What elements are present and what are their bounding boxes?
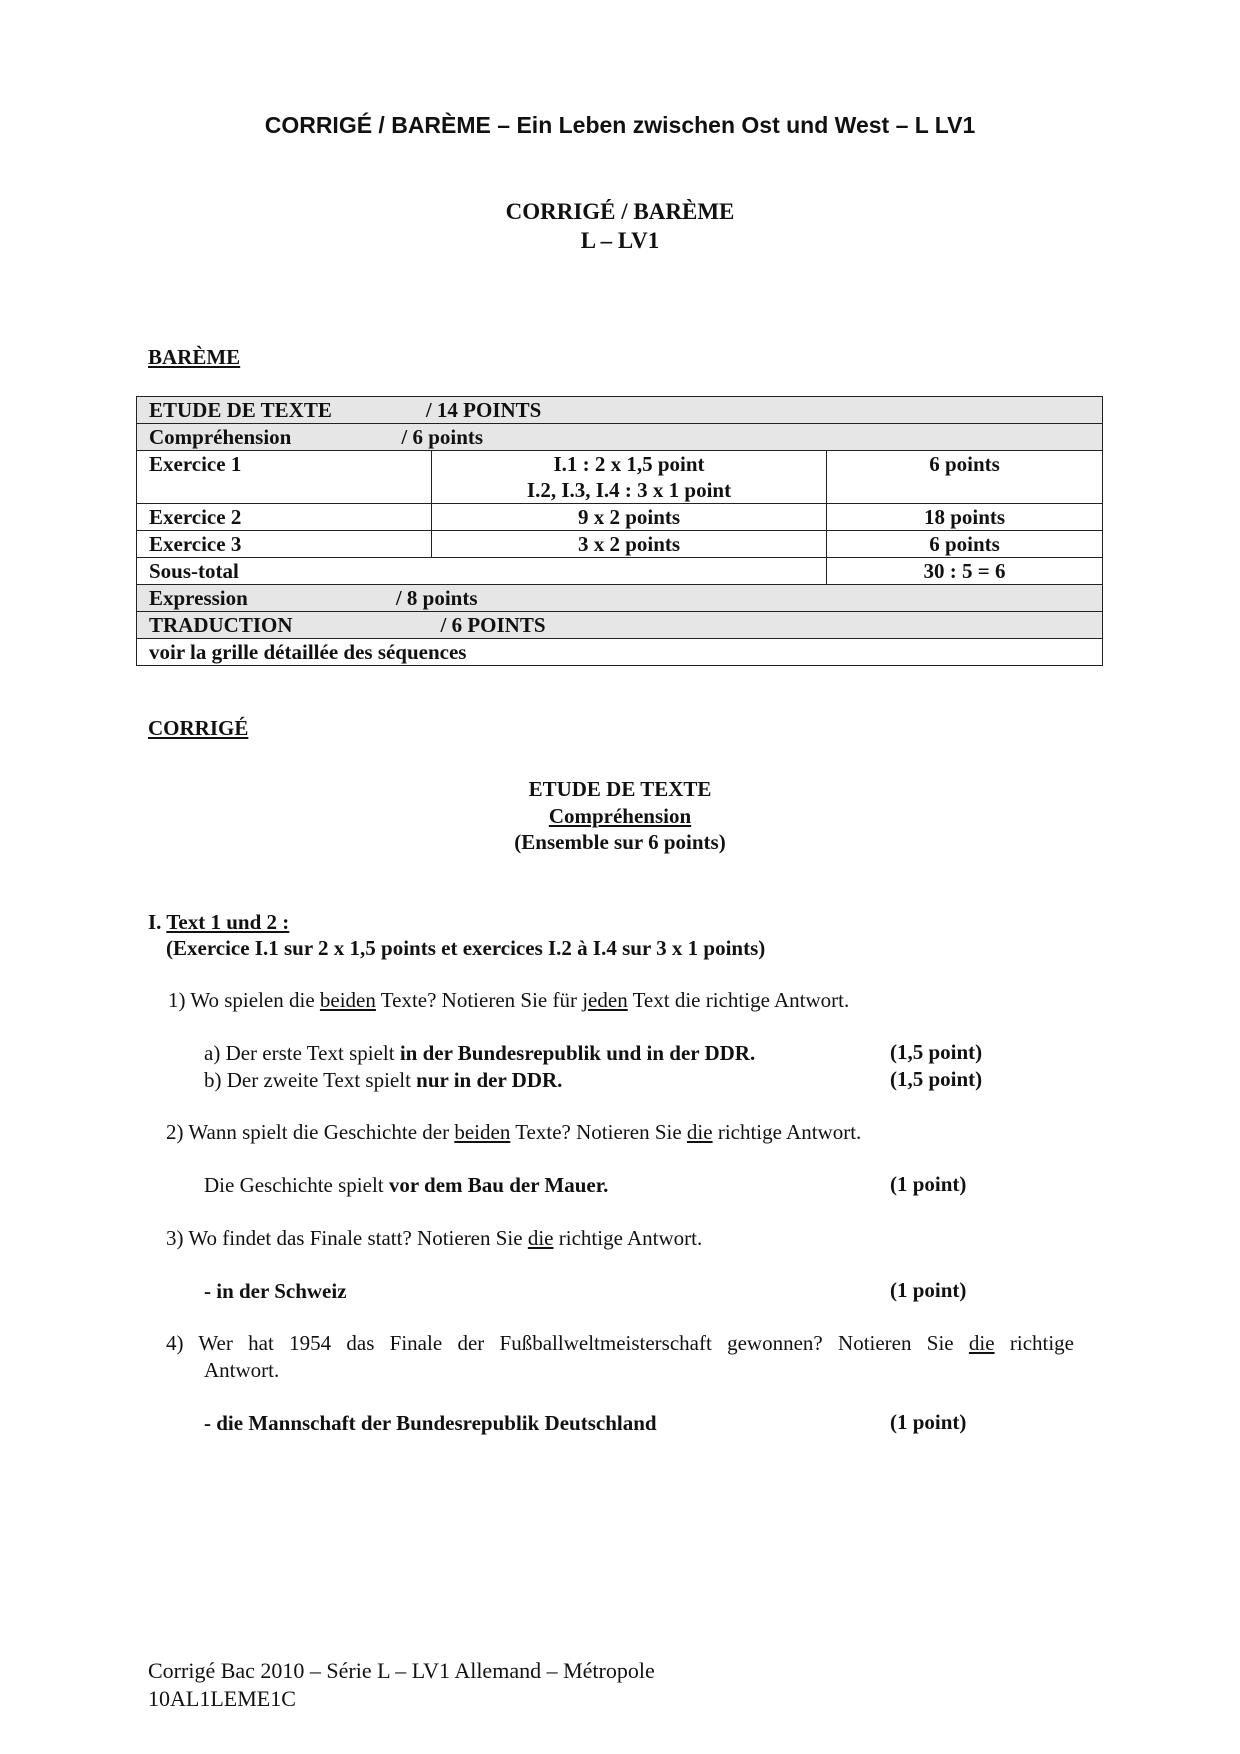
q-underlined: die [968, 1331, 995, 1355]
q-underlined: die [686, 1120, 713, 1144]
soustotal-label: Sous-total [137, 558, 827, 585]
answer-points: (1,5 point) [890, 1067, 983, 1091]
q-underlined: die [527, 1226, 554, 1250]
etude-row [137, 397, 1103, 424]
expression-points: / 8 points [395, 586, 478, 610]
answer-4: - die Mannschaft der Bundesrepublik Deutschland [204, 1411, 657, 1435]
q-text: Texte? Notieren Sie [510, 1120, 687, 1144]
etude-subtitle: Compréhension [548, 804, 692, 828]
exercise-total: 6 points [827, 531, 1103, 558]
expression-label: Expression [149, 586, 248, 610]
table-row [137, 451, 1103, 504]
section-prefix: I. [148, 910, 162, 934]
exercise-total: 6 points [827, 451, 1103, 504]
etude-label: ETUDE DE TEXTE [149, 398, 332, 422]
q-text: 2) Wann spielt die Geschichte der [166, 1120, 455, 1144]
comprehension-points: / 6 points [401, 425, 484, 449]
answer-text: b) Der zweite Text spielt [204, 1068, 417, 1092]
q-text: richtige Antwort. [712, 1120, 862, 1144]
traduction-points: / 6 POINTS [440, 613, 546, 637]
q-text: Texte? Notieren Sie für [375, 988, 583, 1012]
table-row [137, 531, 1103, 558]
answer-text: Die Geschichte spielt [204, 1173, 389, 1197]
answer-bold: nur in der DDR. [416, 1068, 563, 1092]
q-text: 1) Wo spielen die [168, 988, 320, 1012]
q-text: 4) Wer hat 1954 das Finale der Fußballweltmeisterschaft gewonnen? Notieren Sie [166, 1331, 969, 1355]
question-2 [166, 1119, 861, 1145]
answer-bold: in der Bundesrepublik und in der DDR. [399, 1041, 756, 1065]
answer-1b [204, 1067, 562, 1093]
table-row [137, 558, 1103, 585]
exercise-label: Exercice 1 [137, 451, 432, 504]
corrige-heading: CORRIGÉ [148, 716, 249, 740]
doc-title-line2: L – LV1 [580, 228, 660, 253]
footer [148, 1657, 655, 1713]
table-row [137, 397, 1103, 424]
expression-row [137, 585, 1103, 612]
q-text: richtige [994, 1331, 1075, 1355]
bareme-heading: BARÈME [148, 345, 241, 369]
exercise-label: Exercice 2 [137, 504, 432, 531]
section-title-text: Text 1 und 2 : [166, 910, 290, 934]
exercise-detail [432, 451, 827, 504]
exercise-total: 18 points [827, 504, 1103, 531]
bareme-table [136, 396, 1103, 666]
section-title [148, 909, 289, 935]
traduction-label: TRADUCTION [149, 613, 293, 637]
q-text: Text die richtige Antwort. [627, 988, 850, 1012]
table-row [137, 424, 1103, 451]
document-header-title: CORRIGÉ / BARÈME – Ein Leben zwischen Ost und West – L LV1 [264, 112, 976, 138]
exercise-detail-line: I.2, I.3, I.4 : 3 x 1 point [526, 478, 732, 502]
exercise-detail: 9 x 2 points [432, 504, 827, 531]
answer-bold: vor dem Bau der Mauer. [388, 1173, 609, 1197]
question-4-cont: Antwort. [204, 1358, 280, 1382]
q-text: 3) Wo findet das Finale statt? Notieren Sie [166, 1226, 528, 1250]
answer-points: (1 point) [890, 1278, 967, 1302]
q-underlined: beiden [319, 988, 376, 1012]
footer-line1: Corrigé Bac 2010 – Série L – LV1 Allemand – Métropole [148, 1658, 655, 1683]
table-row [137, 639, 1103, 666]
answer-points: (1,5 point) [890, 1040, 983, 1064]
exercise-label: Exercice 3 [137, 531, 432, 558]
answer-text: a) Der erste Text spielt [204, 1041, 400, 1065]
answer-2 [204, 1172, 608, 1198]
etude-note: (Ensemble sur 6 points) [514, 830, 726, 854]
doc-title-line1: CORRIGÉ / BARÈME [505, 199, 735, 224]
table-row [137, 585, 1103, 612]
table-row [137, 612, 1103, 639]
etude-points: / 14 POINTS [425, 398, 542, 422]
q-underlined: beiden [454, 1120, 511, 1144]
answer-points: (1 point) [890, 1172, 967, 1196]
answer-1a [204, 1040, 755, 1066]
exercise-detail-line: I.1 : 2 x 1,5 point [553, 452, 705, 476]
q-text: richtige Antwort. [553, 1226, 703, 1250]
answer-3: - in der Schweiz [204, 1279, 347, 1303]
footer-line2: 10AL1LEME1C [148, 1686, 296, 1711]
question-3 [166, 1225, 702, 1251]
etude-title: ETUDE DE TEXTE [528, 777, 712, 801]
question-4 [166, 1330, 1074, 1356]
table-row [137, 504, 1103, 531]
comprehension-row [137, 424, 1103, 451]
grille-note: voir la grille détaillée des séquences [137, 639, 1103, 666]
answer-points: (1 point) [890, 1410, 967, 1434]
question-1 [168, 987, 849, 1013]
traduction-row [137, 612, 1103, 639]
comprehension-label: Compréhension [149, 425, 292, 449]
soustotal-value: 30 : 5 = 6 [827, 558, 1103, 585]
exercise-detail: 3 x 2 points [432, 531, 827, 558]
q-underlined: jeden [582, 988, 628, 1012]
section-note: (Exercice I.1 sur 2 x 1,5 points et exercices I.2 à I.4 sur 3 x 1 points) [166, 936, 766, 960]
